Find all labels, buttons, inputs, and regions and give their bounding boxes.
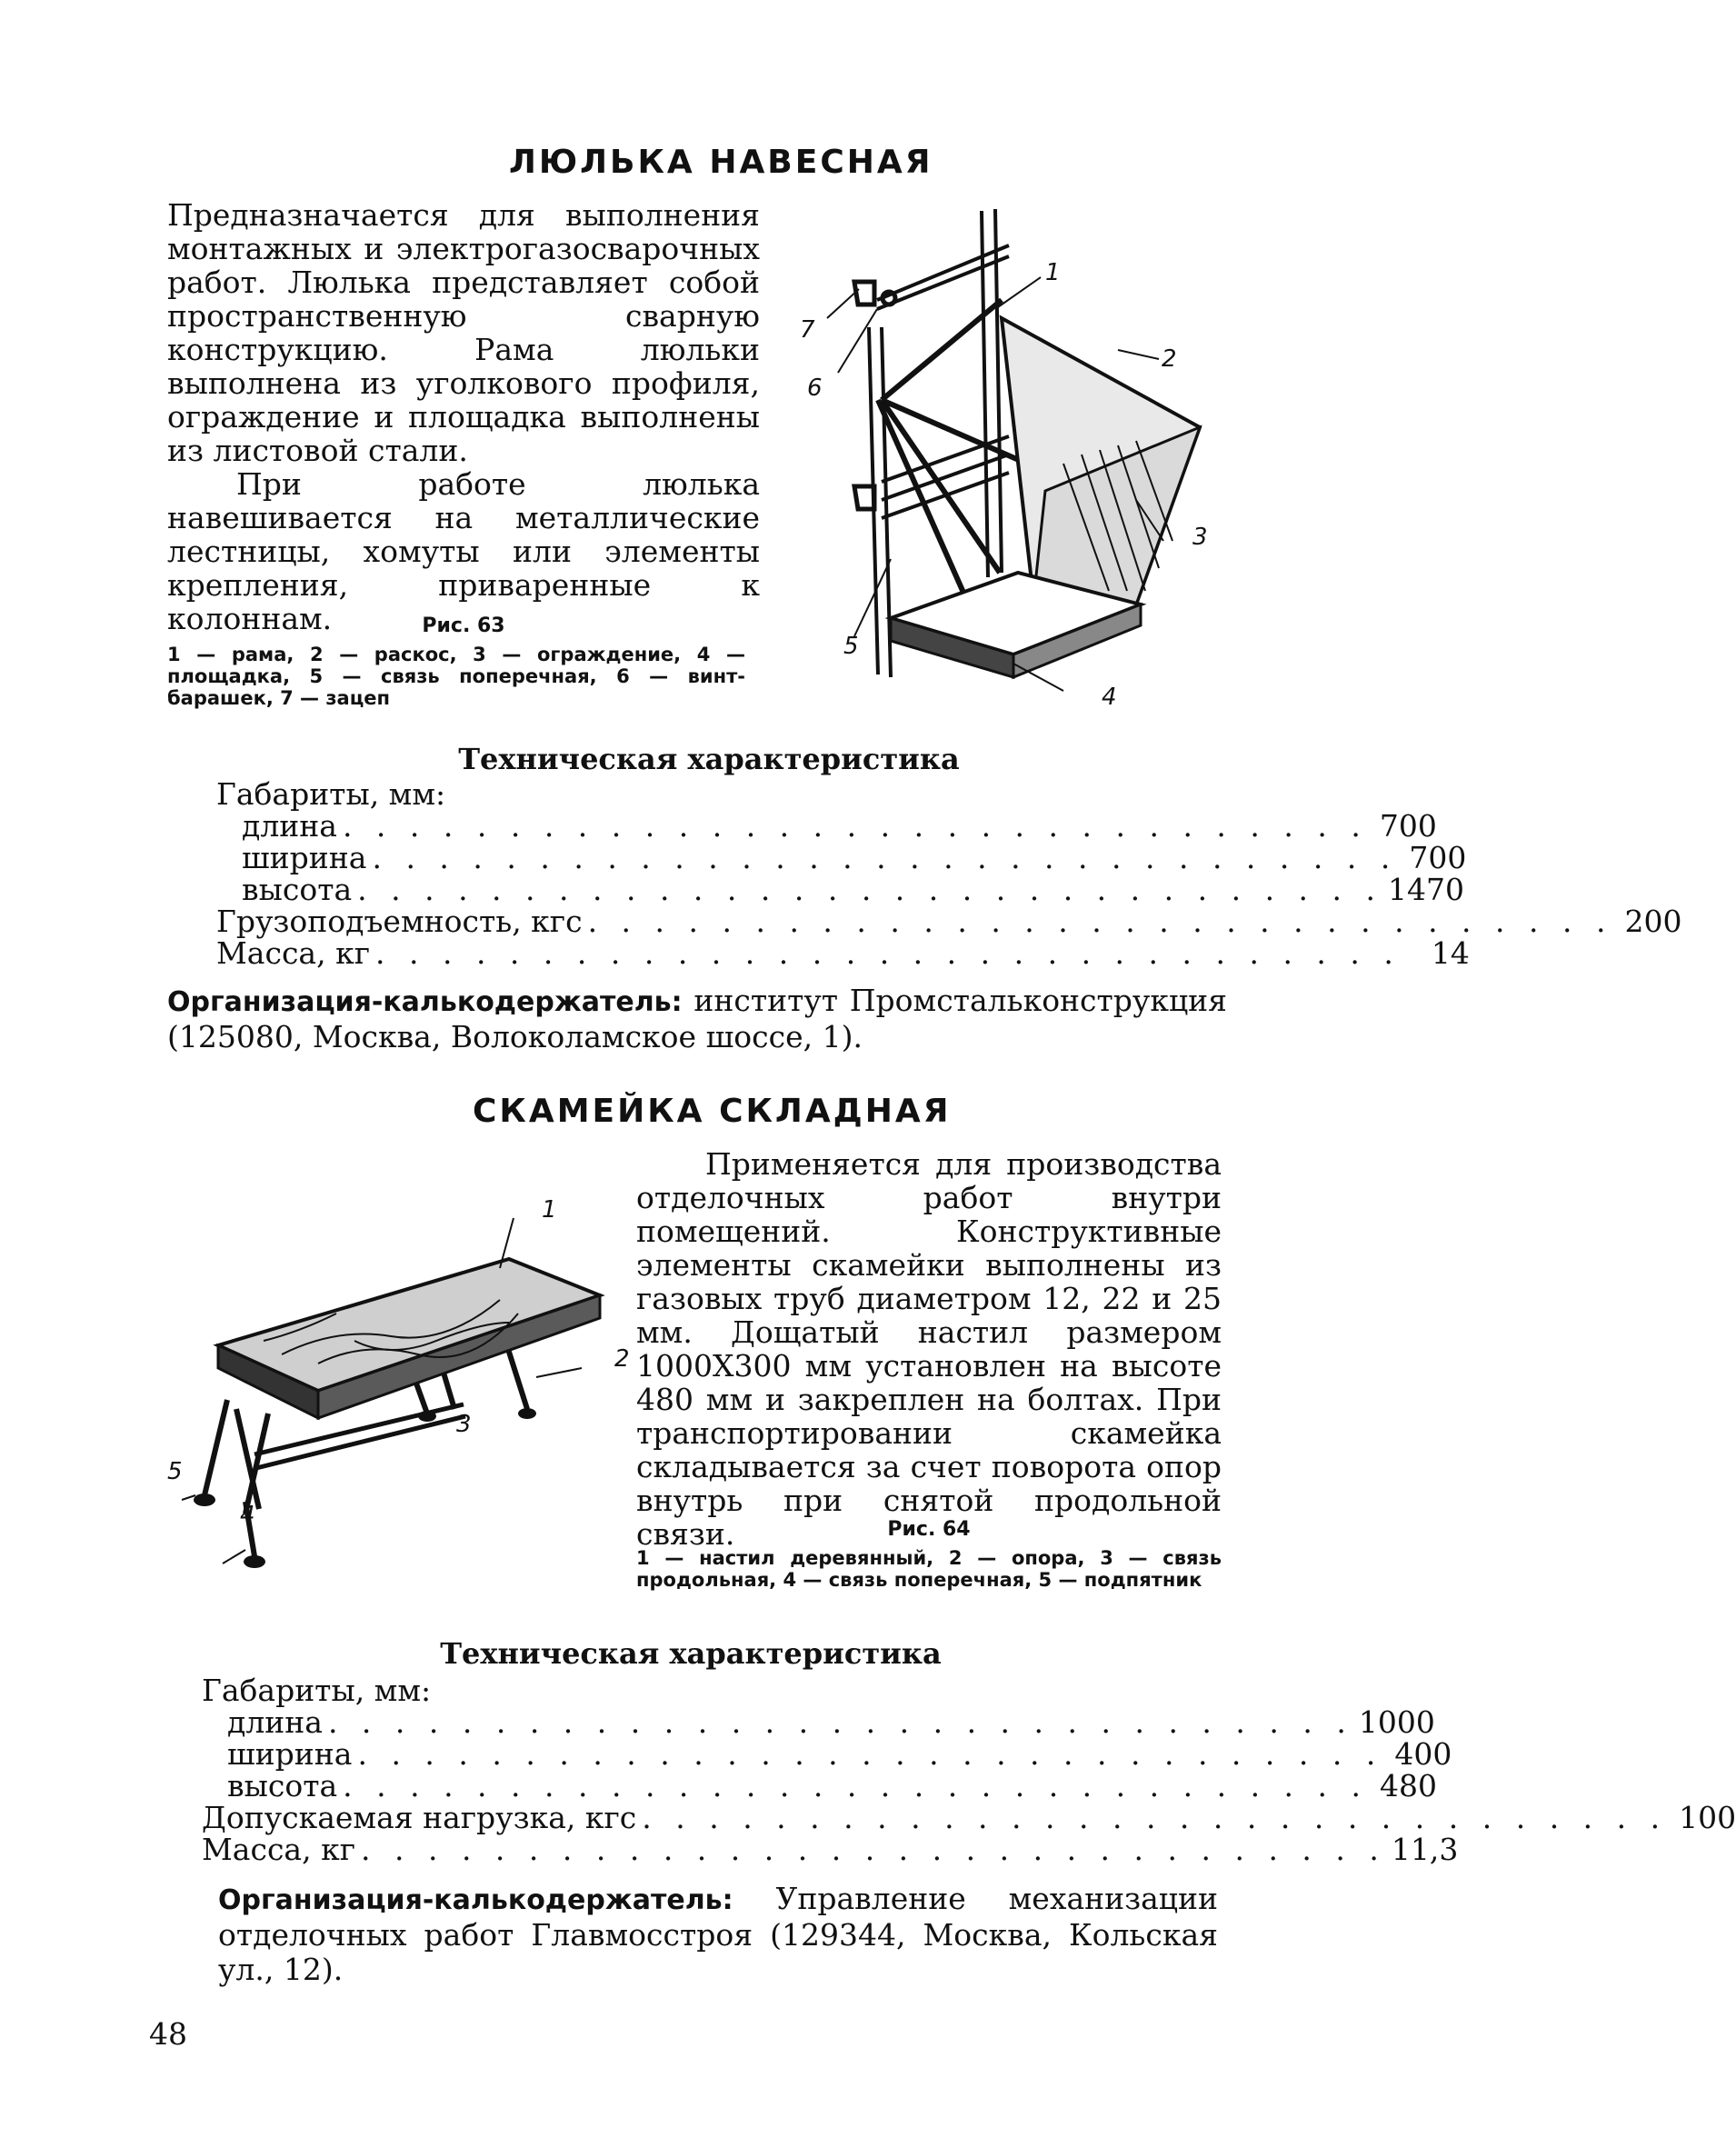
- spec-heading: Техническая характеристика: [458, 742, 960, 776]
- figure-title: Рис. 63: [422, 614, 505, 637]
- page-number: 48: [149, 2016, 187, 2052]
- paragraph: Предназначается для выполнения монтажных и электрогазосварочных работ. Люлька представляет собой пространственную сварную конструкцию. Рама люльки выполнена из уголкового профиля, ограждение и площадка выполнены из листовой стали.: [167, 197, 760, 468]
- spec-row: длина . . . . . . . . . . . . . . . . . . . . . . . . . . . . . . . 1000: [227, 1704, 1435, 1740]
- section-title: СКАМЕЙКА СКЛАДНАЯ: [473, 1093, 952, 1130]
- spec-row: длина . . . . . . . . . . . . . . . . . . . . . . . . . . . . . . . 700: [242, 808, 1437, 844]
- spec-group-label: Габариты, мм:: [202, 1673, 432, 1708]
- spec-row: ширина . . . . . . . . . . . . . . . . . . . . . . . . . . . . . . . 400: [227, 1736, 1452, 1772]
- organization-note: [167, 984, 1227, 1054]
- spec-row: Допускаемая нагрузка, кгс . . . . . . . . . . . . . . . . . . . . . . . . . . . . . . . 100: [202, 1800, 1736, 1835]
- callout-label: 6: [807, 375, 823, 402]
- figure-legend: 1 — рама, 2 — раскос, 3 — ограждение, 4 — площадка, 5 — связь поперечная, 6 — винт-барашек, 7 — зацеп: [167, 644, 745, 709]
- callout-label: 7: [800, 316, 815, 344]
- callout-label: 1: [542, 1196, 557, 1224]
- callout-label: 4: [1102, 684, 1117, 711]
- paragraph: При работе люлька навешивается на металлические лестницы, хомуты или элементы крепления, приваренные к колоннам.: [167, 466, 760, 636]
- spec-row: ширина . . . . . . . . . . . . . . . . . . . . . . . . . . . . . . . 700: [242, 840, 1467, 875]
- callout-label: 5: [167, 1458, 183, 1485]
- callout-label: 4: [240, 1502, 255, 1529]
- callout-label: 3: [456, 1411, 472, 1438]
- bench-figure: [155, 1182, 627, 1582]
- description-text: [636, 1147, 1222, 1551]
- foot-pads: [194, 1408, 536, 1568]
- spec-row: Грузоподъемность, кгс . . . . . . . . . . . . . . . . . . . . . . . . . . . . . . . 200: [216, 904, 1682, 939]
- organization-label: Организация-калькодержатель:: [167, 986, 683, 1018]
- figure-legend: 1 — настил деревянный, 2 — опора, 3 — связь продольная, 4 — связь поперечная, 5 — подпятник: [636, 1547, 1222, 1591]
- spec-row: высота . . . . . . . . . . . . . . . . . . . . . . . . . . . . . . . 480: [227, 1768, 1437, 1803]
- description-text: [167, 198, 760, 635]
- organization-text: институт Промстальконструкция (125080, Москва, Волоколамское шоссе, 1).: [167, 983, 1227, 1054]
- organization-label: Организация-калькодержатель:: [218, 1884, 733, 1916]
- organization-note: [218, 1882, 1218, 1987]
- spec-group-label: Габариты, мм:: [216, 776, 446, 812]
- paragraph: Применяется для производства отделочных работ внутри помещений. Конструктивные элементы скамейки выполнены из газовых труб диаметром 12, 22 и 25 мм. Дощатый настил размером 1000Х300 мм установлен на высоте 480 мм и закреплен на болтах. При транспортировании скамейка складывается за счет поворота опор внутрь при снятой продольной связи.: [636, 1146, 1222, 1552]
- section-title: ЛЮЛЬКА НАВЕСНАЯ: [509, 144, 933, 181]
- spec-heading: Техническая характеристика: [440, 1636, 942, 1671]
- spec-list: [202, 1673, 1736, 1867]
- organization-text: Управление механизации отделочных работ Главмосстроя (129344, Москва, Кольская ул., 12).: [218, 1881, 1218, 1987]
- callout-label: 2: [1162, 345, 1177, 373]
- callout-label: 5: [843, 633, 859, 660]
- spec-row: Масса, кг . . . . . . . . . . . . . . . . . . . . . . . . . . . . . . . 14: [216, 935, 1470, 971]
- callout-label: 1: [1045, 259, 1061, 286]
- figure-title: Рис. 64: [887, 1518, 971, 1541]
- spec-list: [216, 776, 1682, 971]
- spec-row: Масса, кг . . . . . . . . . . . . . . . . . . . . . . . . . . . . . . . 11,3: [202, 1832, 1459, 1867]
- bench-deck: [218, 1259, 600, 1418]
- callout-label: 3: [1192, 524, 1208, 551]
- spec-row: высота . . . . . . . . . . . . . . . . . . . . . . . . . . . . . . . 1470: [242, 872, 1464, 907]
- callout-label: 2: [614, 1345, 630, 1373]
